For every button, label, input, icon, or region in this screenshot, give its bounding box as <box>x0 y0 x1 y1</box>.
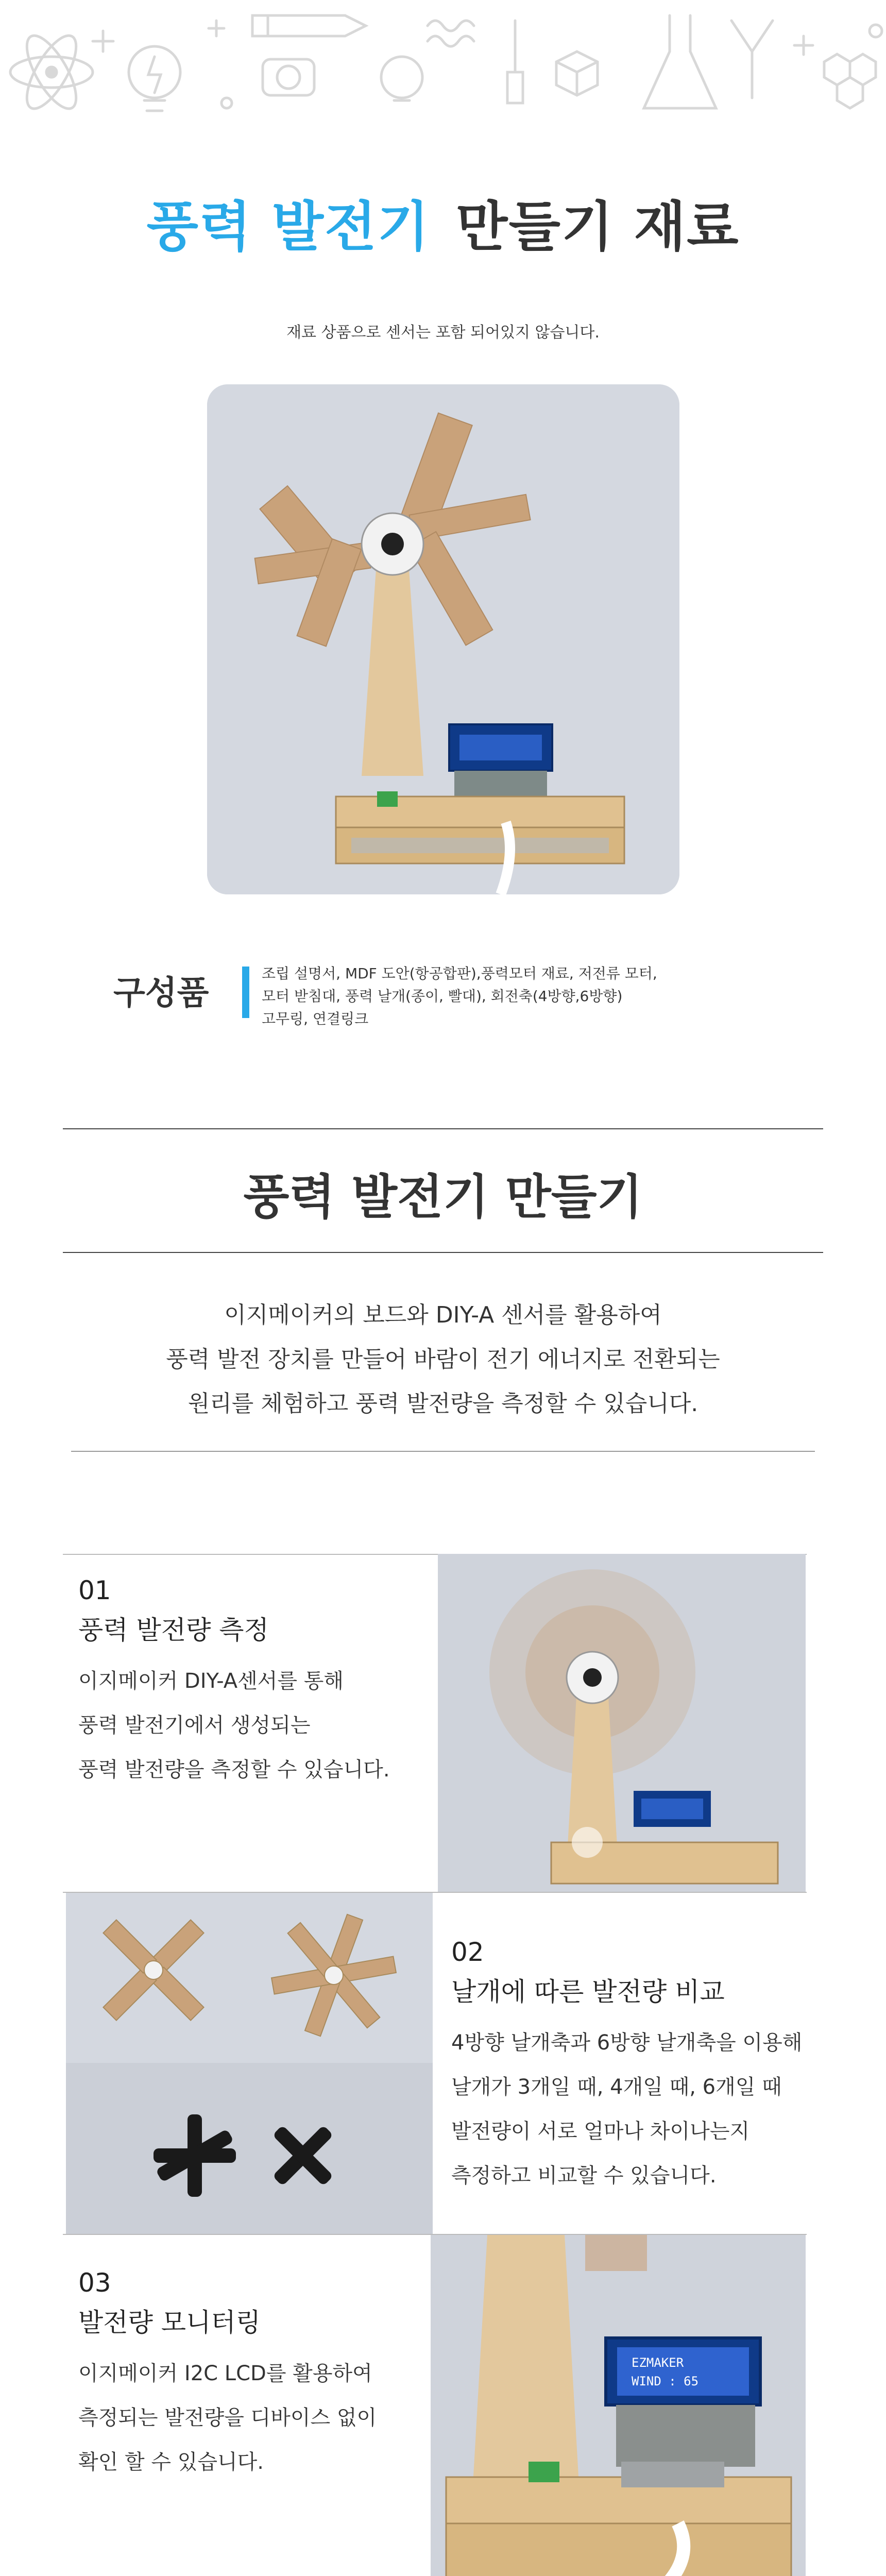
blade-variants-photo <box>66 1893 433 2234</box>
body-line: 확인 할 수 있습니다. <box>78 2450 264 2474</box>
section-body <box>451 2021 802 2198</box>
body-line: 날개가 3개일 때, 4개일 때, 6개일 때 <box>451 2075 782 2099</box>
section-title: 발전량 모니터링 <box>78 2308 261 2337</box>
spinning-turbine-photo <box>438 1554 806 1892</box>
components-line: 고무링, 연결링크 <box>262 1010 369 1027</box>
lcd-line-1: EZMAKER <box>632 2355 684 2370</box>
body-line: 4방향 날개축과 6방향 날개축을 이용해 <box>451 2031 803 2055</box>
intro-line: 원리를 체험하고 풍력 발전량을 측정할 수 있습니다. <box>188 1391 698 1417</box>
spinning-turbine-illustration <box>438 1554 806 1892</box>
make-title: 풍력 발전기 만들기 <box>243 1170 643 1225</box>
body-line: 측정하고 비교할 수 있습니다. <box>451 2164 717 2188</box>
wind-turbine-photo <box>207 384 679 894</box>
intro-underline <box>71 1451 815 1452</box>
body-line: 측정되는 발전량을 디바이스 없이 <box>78 2406 377 2430</box>
section-title: 풍력 발전량 측정 <box>78 1615 269 1645</box>
lcd-screen <box>617 2347 749 2396</box>
blade-variants-illustration <box>66 1893 433 2234</box>
body-line: 이지메이커 I2C LCD를 활용하여 <box>78 2362 372 2385</box>
components-list <box>262 962 705 1030</box>
section-body <box>78 2351 377 2484</box>
section-number: 03 <box>78 2268 111 2298</box>
lcd-monitor-illustration <box>431 2235 806 2576</box>
components-line: 조립 설명서, MDF 도안(항공합판),풍력모터 재료, 저전류 모터, <box>262 965 657 982</box>
intro-line: 이지메이커의 보드와 DIY-A 센서를 활용하여 <box>224 1302 662 1328</box>
section-02-text <box>451 1937 802 2198</box>
components-title: 구성품 <box>113 974 209 1012</box>
body-line: 이지메이커 DIY-A센서를 통해 <box>78 1669 344 1693</box>
page-title <box>0 183 886 261</box>
body-line: 발전량이 서로 얼마나 차이나는지 <box>451 2120 750 2143</box>
page-title-highlight: 풍력 발전기 <box>146 195 430 258</box>
section-number: 01 <box>78 1575 111 1605</box>
intro-line: 풍력 발전 장치를 만들어 바람이 전기 에너지로 전환되는 <box>166 1346 720 1372</box>
lcd-line-2: WIND : 65 <box>632 2374 699 2388</box>
section-body <box>78 1659 390 1792</box>
section-number: 02 <box>451 1937 484 1967</box>
components-line: 모터 받침대, 풍력 날개(종이, 빨대), 회전축(4방향,6방향) <box>262 988 623 1005</box>
science-doodles-icon <box>0 0 886 129</box>
intro-text <box>0 1293 886 1426</box>
section-03-text <box>78 2268 377 2484</box>
body-line: 풍력 발전기에서 생성되는 <box>78 1714 311 1737</box>
sensor-notice: 재료 상품으로 센서는 포함 되어있지 않습니다. <box>286 324 600 342</box>
divider-top <box>63 1128 823 1129</box>
divider-bottom <box>63 1252 823 1253</box>
body-line: 풍력 발전량을 측정할 수 있습니다. <box>78 1758 390 1782</box>
components-accent-bar <box>242 967 249 1018</box>
page-title-rest: 만들기 재료 <box>456 195 740 258</box>
wind-turbine-illustration <box>207 384 679 894</box>
section-01-text <box>78 1575 390 1792</box>
hero-doodle-banner <box>0 0 886 129</box>
section-title: 날개에 따른 발전량 비교 <box>451 1977 725 2007</box>
lcd-monitor-photo <box>431 2235 806 2576</box>
